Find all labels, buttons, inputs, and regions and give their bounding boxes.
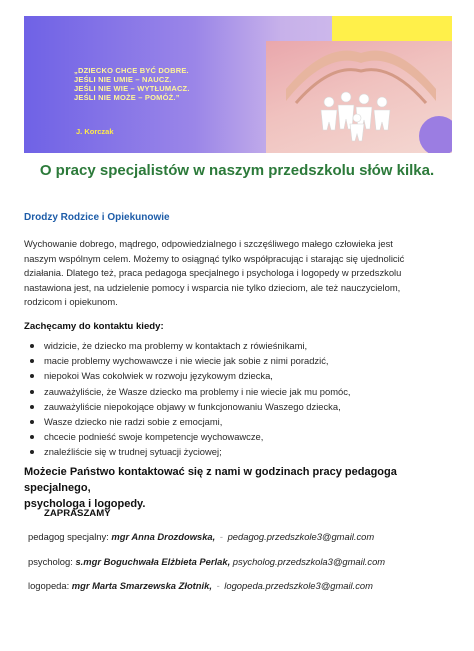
separator: - [219, 531, 223, 542]
contact-note [24, 464, 454, 512]
list-item: macie problemy wychowawcze i nie wiecie jak sobie z nimi poradzić, [24, 353, 351, 368]
quote-author: J. Korczak [76, 127, 114, 136]
concerns-list [24, 338, 351, 460]
quote-line: JEŚLI NIE MOŻE – POMÓŻ.” [74, 93, 180, 102]
contact-logopeda [28, 580, 373, 591]
contact-email-link[interactable]: logopeda.przedszkole3@gmail.com [224, 580, 373, 591]
decorative-circle [419, 116, 452, 153]
list-item: Wasze dziecko nie radzi sobie z emocjami, [24, 414, 351, 429]
encourage-heading: Zachęcamy do kontaktu kiedy: [24, 321, 164, 332]
list-item: chcecie podnieść swoje kompetencje wychowawcze, [24, 429, 351, 444]
contact-name: mgr Marta Smarzewska Złotnik, [71, 580, 212, 591]
list-item: zauważyliście niepokojące objawy w funkcjonowaniu Waszego dziecka, [24, 399, 351, 414]
quote-line: JEŚLI NIE WIE – WYTŁUMACZ. [74, 84, 190, 93]
quote-line: JEŚLI NIE UMIE – NAUCZ. [74, 75, 172, 84]
korczak-quote [74, 66, 254, 102]
contact-email-link[interactable]: pedagog.przedszkole3@gmail.com [227, 531, 375, 542]
contact-role: psycholog: [28, 556, 73, 567]
list-item: widzicie, że dziecko ma problemy w kontaktach z rówieśnikami, [24, 338, 351, 353]
list-item: niepokoi Was cokolwiek w rozwoju językowym dziecka, [24, 368, 351, 383]
contact-role: pedagog specjalny: [28, 531, 109, 542]
intro-paragraph [24, 237, 452, 310]
separator: - [216, 580, 220, 591]
paragraph-line: działania. Dlatego też, praca pedagoga specjalnego i psychologa i logopedy w przedszkolu [24, 267, 402, 278]
contact-note-line: Możecie Państwo kontaktować się z nami w godzinach pracy pedagoga specjalnego, [24, 466, 397, 494]
contact-role: logopeda: [28, 580, 70, 591]
invite-label: ZAPRASZAMY [44, 508, 111, 519]
contact-psycholog [28, 556, 385, 567]
greeting-heading: Drodzy Rodzice i Opiekunowie [24, 212, 170, 223]
header-banner [24, 16, 452, 153]
contact-email-link[interactable]: psycholog.przedszkola3@gmail.com [232, 556, 386, 567]
list-item: zauważyliście, że Wasze dziecko ma problemy i nie wiecie jak mu pomóc, [24, 384, 351, 399]
paragraph-line: rodzicom i opiekunom. [24, 296, 118, 307]
quote-line: „DZIECKO CHCE BYĆ DOBRE. [74, 66, 189, 75]
contact-pedagog [28, 531, 374, 542]
page-title: O pracy specjalistów w naszym przedszkolu słów kilka. [39, 162, 435, 179]
contact-name: mgr Anna Drozdowska, [111, 531, 216, 542]
list-item: znaleźliście się w trudnej sytuacji życiowej; [24, 444, 351, 459]
paragraph-line: nastawiona jest, na udzielenie pomocy i wsparcia nie tylko dzieciom, ale też nauczycielom, [24, 281, 401, 293]
paragraph-line: Wychowanie dobrego, mądrego, odpowiedzialnego i szczęśliwego małego człowieka jest [24, 238, 393, 249]
contact-name: s.mgr Boguchwała Elżbieta Perlak, [75, 556, 231, 567]
paragraph-line: naszym wspólnym celem. Możemy to osiągnąć tylko współpracując i starając się ujednolicić [24, 252, 405, 264]
contact-note-line: psychologa i logopedy. [24, 498, 146, 510]
